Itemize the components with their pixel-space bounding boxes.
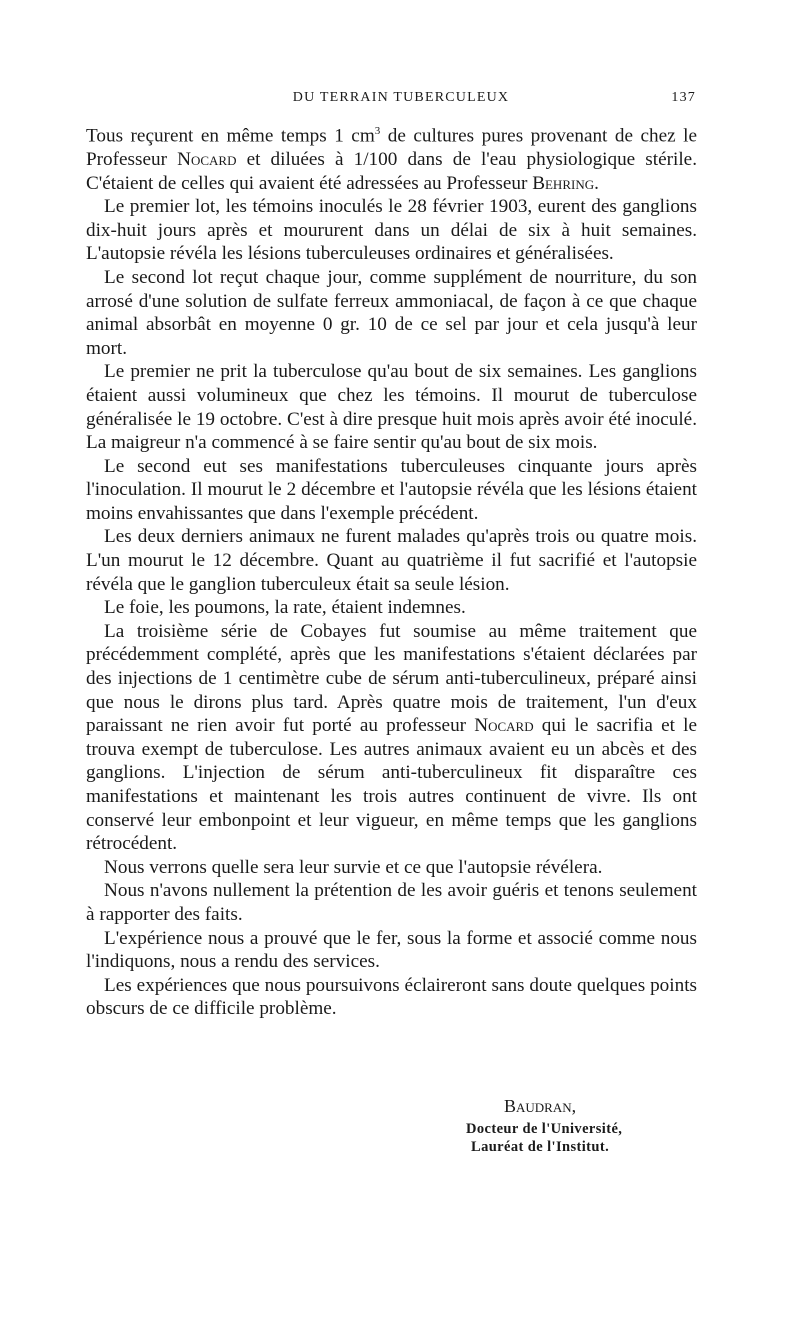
small-caps-name: Nocard bbox=[177, 148, 237, 170]
text-run: La troisième série de Cobayes fut soumise au même traitement que précédemment complété, après que les manifestations s'étaient déclarées par des injections de 1 centimètre cube de sérum anti-tuberculineux, préparé ainsi que nous le dirons plus tard. Après quatre mois de traitement, l'un d'eux paraissant ne rien avoir fut porté au professeur bbox=[86, 620, 697, 737]
paragraph bbox=[86, 974, 697, 1021]
paragraph bbox=[86, 596, 697, 620]
text-run: Les deux derniers animaux ne furent malades qu'après trois ou quatre mois. L'un mourut le 12 décembre. Quant au quatrième il fut sacrifié et l'autopsie révéla que le ganglion tuberculeux était sa seule lésion. bbox=[86, 526, 697, 595]
paragraph bbox=[86, 360, 697, 454]
author-title-line-2: Lauréat de l'Institut. bbox=[471, 1139, 610, 1155]
author-name: Baudran, bbox=[504, 1096, 577, 1116]
text-run: L'expérience nous a prouvé que le fer, sous la forme et associé comme nous l'indiquons, nous a rendu des services. bbox=[86, 927, 697, 973]
text-run: et diluées à 1/100 dans de l'eau physiologique stérile. C'étaient de celles qui avaient été adressées au Professeur bbox=[86, 148, 697, 194]
body-text bbox=[86, 120, 697, 1021]
running-title: DU TERRAIN TUBERCULEUX bbox=[292, 90, 510, 105]
text-run: Les expériences que nous poursuivons éclaireront sans doute quelques points obscurs de ce difficile problème. bbox=[86, 974, 697, 1020]
text-run: qui le sacrifia et le trouva exempt de tuberculose. Les autres animaux avaient eu un abcès et des ganglions. L'injection de sérum anti-tuberculineux fit disparaître ces manifestations et maintenant les trois autres continuent de vivre. Ils ont conservé leur embonpoint et leur vigueur, en même temps que les ganglions rétrocédent. bbox=[86, 715, 697, 855]
running-header bbox=[86, 90, 696, 110]
small-caps-name: Behring bbox=[532, 172, 595, 194]
paragraph bbox=[86, 266, 697, 360]
paragraph bbox=[86, 879, 697, 926]
text-run: Nous n'avons nullement la prétention de les avoir guéris et tenons seulement à rapporter des faits. bbox=[86, 880, 697, 925]
small-caps-name: Nocard bbox=[474, 715, 534, 737]
paragraph bbox=[86, 856, 697, 880]
paragraph bbox=[86, 455, 697, 526]
page-number: 137 bbox=[671, 90, 696, 105]
text-run: Le second lot reçut chaque jour, comme supplément de nourriture, du son arrosé d'une solution de sulfate ferreux ammoniacal, de façon à ce que chaque animal absorbât en moyenne 0 gr. 10 de ce sel par jour et cela jusqu'à leur mort. bbox=[86, 266, 697, 359]
paragraph bbox=[86, 620, 697, 856]
superscript: 3 bbox=[374, 125, 381, 137]
paragraph bbox=[86, 120, 697, 195]
text-run: Nous verrons quelle sera leur survie et ce que l'autopsie révélera. bbox=[104, 856, 603, 878]
signature-block bbox=[0, 1096, 800, 1166]
text-run: Tous reçurent en même temps 1 cm bbox=[86, 125, 375, 147]
paragraph bbox=[86, 525, 697, 596]
text-run: de cultures pures provenant de chez le Professeur bbox=[86, 125, 697, 170]
text-run: Le foie, les poumons, la rate, étaient indemnes. bbox=[104, 597, 466, 619]
paragraph bbox=[86, 927, 697, 974]
text-run: Le premier ne prit la tuberculose qu'au bout de six semaines. Les ganglions étaient aussi volumineux que chez les témoins. Il mourut de tuberculose généralisée le 19 octobre. C'est à dire presque huit mois après avoir été inoculé. La maigreur n'a commencé à se faire sentir qu'au bout de six mois. bbox=[86, 361, 697, 454]
author-title-line-1: Docteur de l'Université, bbox=[466, 1121, 623, 1137]
text-run: . bbox=[594, 172, 599, 194]
text-run: Le second eut ses manifestations tuberculeuses cinquante jours après l'inoculation. Il mourut le 2 décembre et l'autopsie révéla que les lésions étaient moins envahissantes que dans l'exemple précédent. bbox=[86, 455, 697, 524]
paragraph bbox=[86, 195, 697, 266]
text-run: Le premier lot, les témoins inoculés le 28 février 1903, eurent des ganglions dix-huit jours après et moururent dans un délai de six à huit semaines. L'autopsie révéla les lésions tuberculeuses ordinaires et généralisées. bbox=[86, 196, 697, 265]
